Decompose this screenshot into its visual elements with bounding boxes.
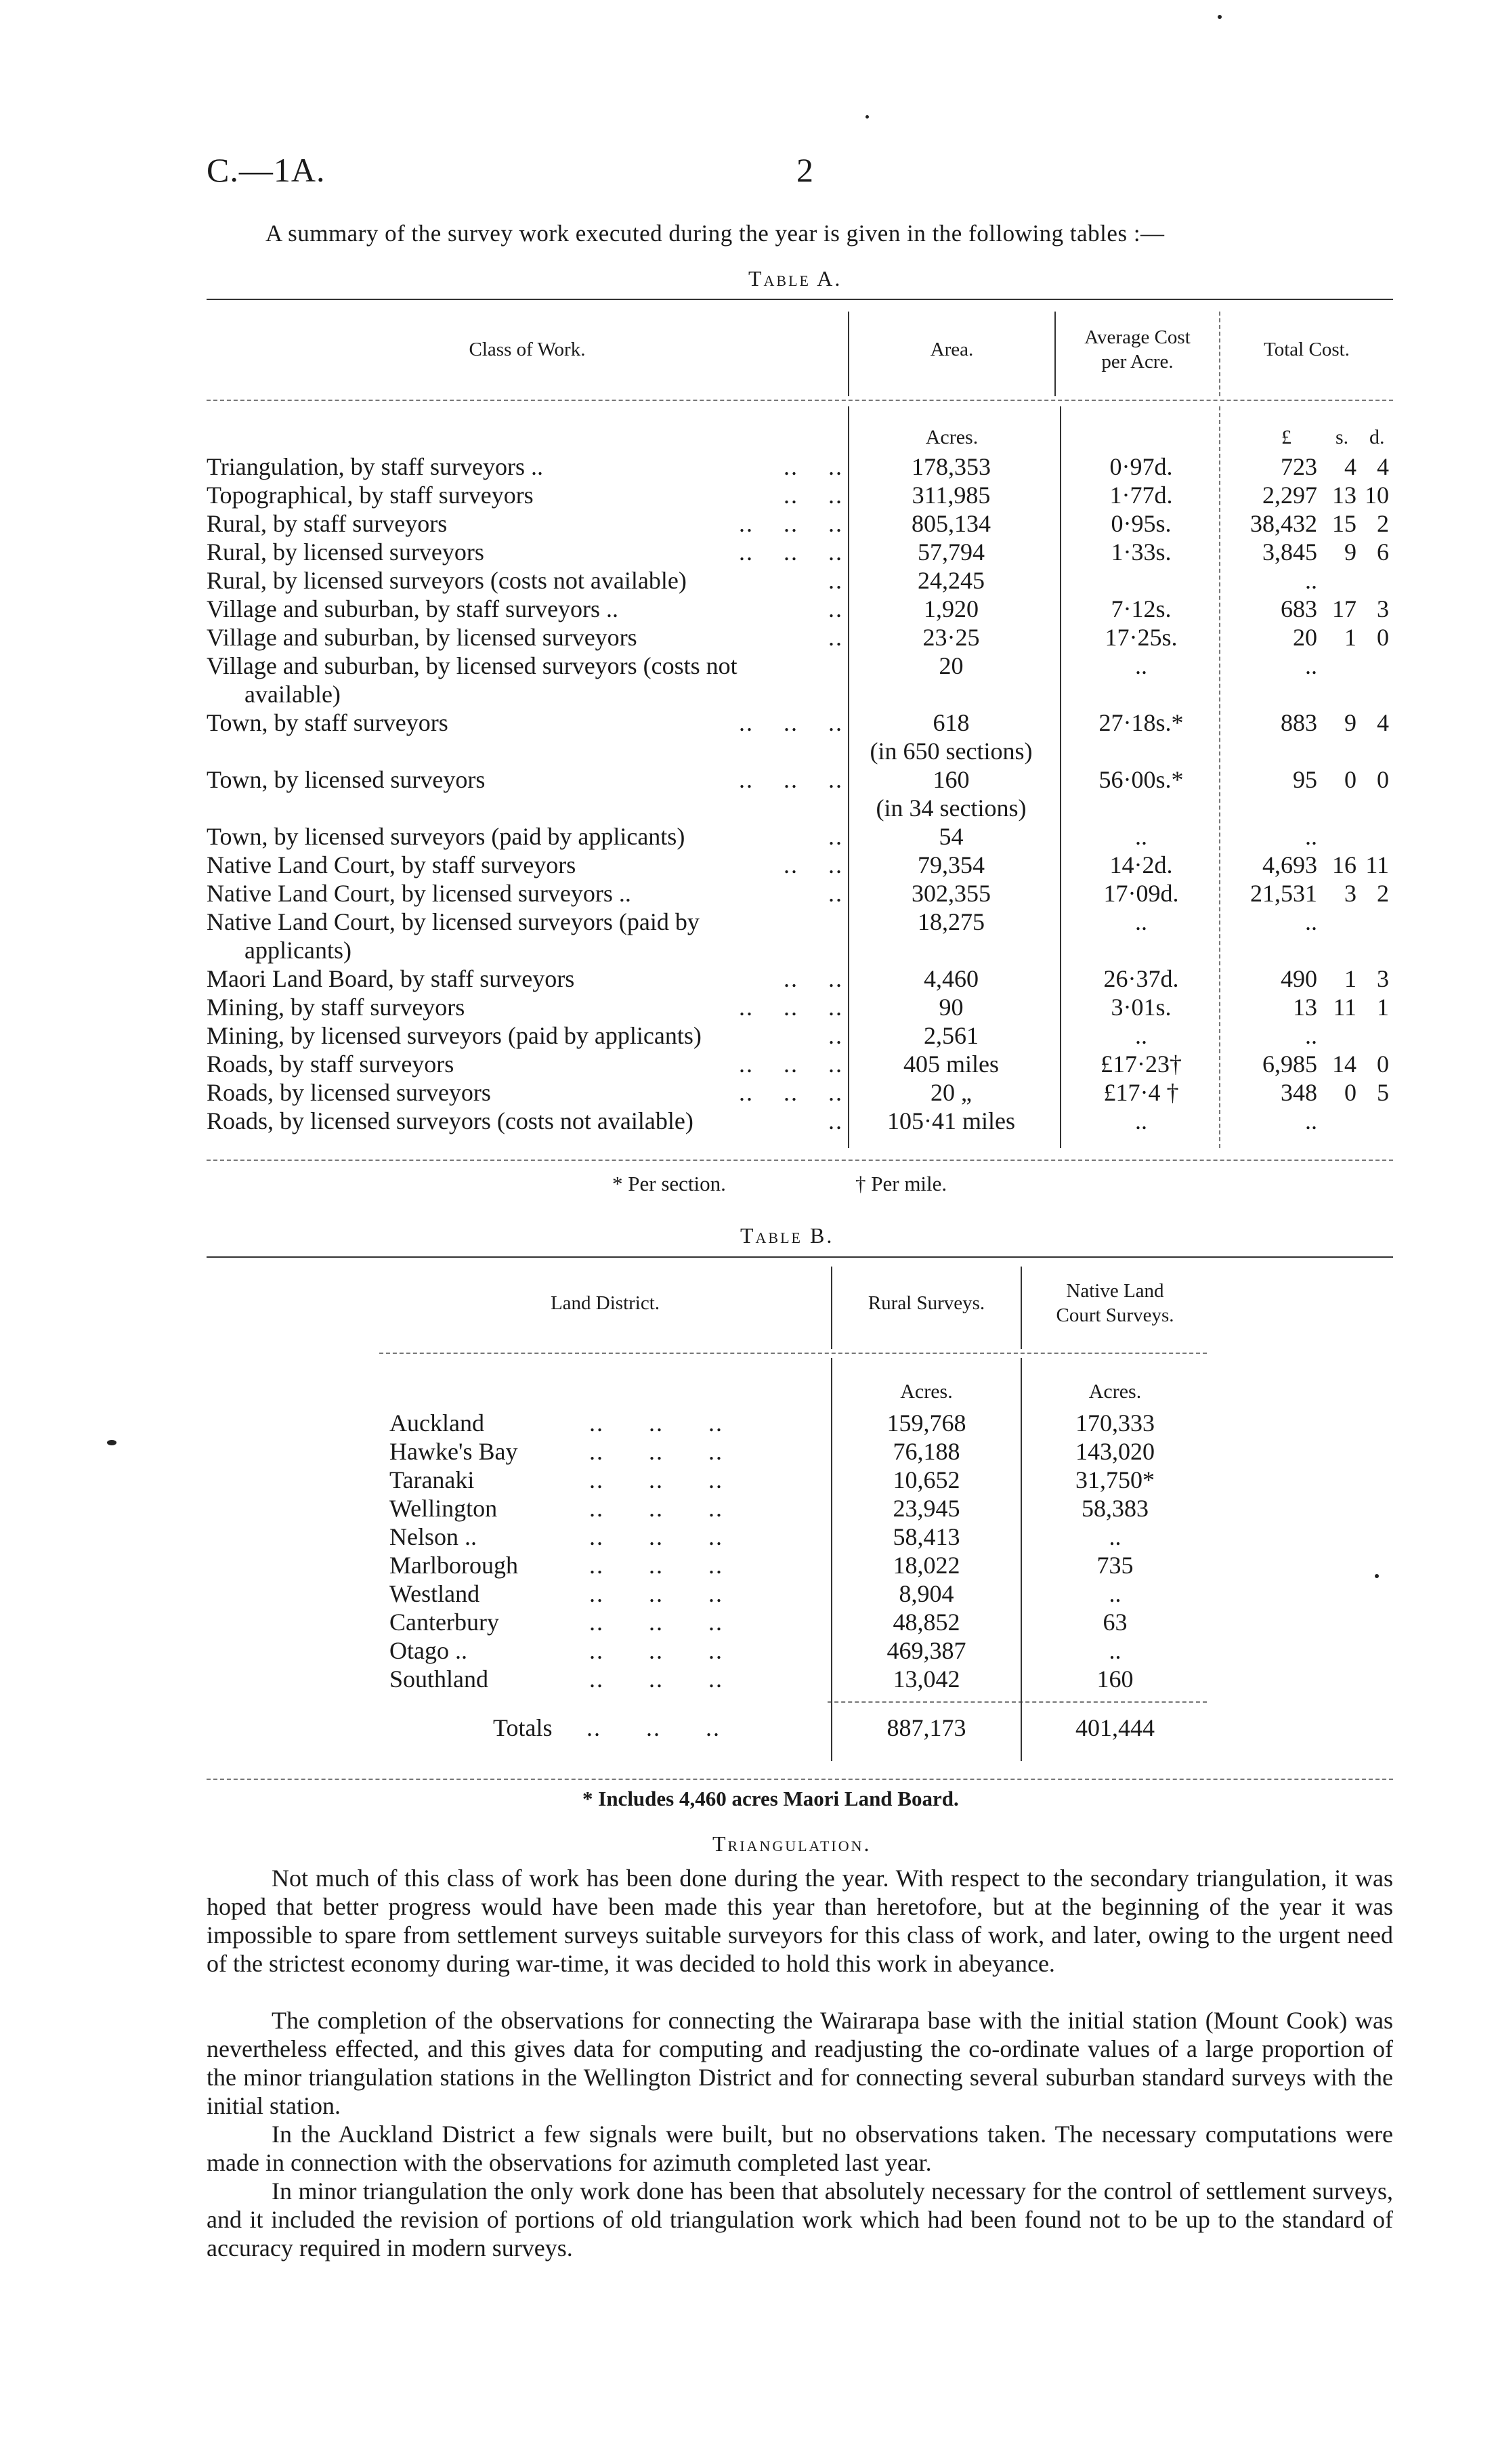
- average-cost-value: 56·00s.*: [1098, 766, 1184, 793]
- average-cost-value: 14·2d.: [1109, 851, 1173, 878]
- table-a-row: [207, 452, 1393, 481]
- table-a-row: [207, 908, 1393, 936]
- rural-surveys-value: 58,413: [893, 1523, 960, 1550]
- total-pence: 4: [1377, 453, 1389, 480]
- table-b-row: [389, 1409, 1212, 1437]
- table-a-row: [207, 936, 1393, 964]
- table-a-row: [207, 680, 1393, 708]
- area-value: 90: [939, 994, 964, 1021]
- class-of-work: Village and suburban, by licensed surveyors: [207, 624, 637, 651]
- leader-dots: .. .. ..: [589, 1523, 723, 1550]
- table-b-header-rule: [379, 1353, 1207, 1354]
- total-pounds: ..: [1305, 908, 1317, 935]
- native-surveys-value: 170,333: [1075, 1409, 1155, 1437]
- area-value: 18,275: [918, 908, 985, 935]
- scan-speck: [107, 1440, 116, 1445]
- total-pence: 1: [1377, 994, 1389, 1021]
- land-district: Otago ..: [389, 1637, 467, 1664]
- scan-speck: [1218, 15, 1222, 19]
- footnote-per-section: * Per section.: [612, 1172, 726, 1195]
- table-a-row: [207, 879, 1393, 908]
- total-pence: 6: [1377, 538, 1389, 566]
- leader-dots: .. ..: [784, 482, 843, 509]
- class-of-work: Topographical, by staff surveyors: [207, 482, 534, 509]
- leader-dots: ..: [828, 567, 843, 594]
- leader-dots: .. .. ..: [739, 766, 843, 793]
- totals-label: Totals: [493, 1714, 553, 1741]
- leader-dots: ..: [828, 595, 843, 622]
- class-of-work: Mining, by staff surveyors: [207, 994, 465, 1021]
- table-a-row: [207, 851, 1393, 879]
- total-shillings: 9: [1344, 709, 1356, 736]
- class-of-work: Town, by licensed surveyors: [207, 766, 486, 793]
- class-of-work: Village and suburban, by licensed surveyors (costs not: [207, 652, 738, 679]
- table-b-row: [389, 1466, 1212, 1494]
- area-value: 805,134: [912, 510, 991, 537]
- total-shillings: 17: [1332, 595, 1356, 622]
- leader-dots: .. .. ..: [739, 538, 843, 566]
- total-shillings: 0: [1344, 766, 1356, 793]
- average-cost-value: 0·97d.: [1109, 453, 1173, 480]
- rural-surveys-value: 23,945: [893, 1495, 960, 1522]
- table-a-bottom-rule: [207, 1160, 1393, 1161]
- rural-surveys-value: 8,904: [899, 1580, 954, 1607]
- average-cost-value: 27·18s.*: [1098, 709, 1184, 736]
- class-of-work: Native Land Court, by licensed surveyors (paid by: [207, 908, 700, 935]
- table-a-top-rule: [207, 299, 1393, 300]
- leader-dots: .. .. ..: [589, 1438, 723, 1465]
- leader-dots: ..: [828, 1022, 843, 1049]
- table-a-row: [207, 1107, 1393, 1135]
- table-b-row: [389, 1636, 1212, 1665]
- total-pounds: ..: [1305, 1107, 1317, 1134]
- total-pence: 4: [1377, 709, 1389, 736]
- leader-dots: ..: [828, 1107, 843, 1134]
- average-cost-value: 17·25s.: [1105, 624, 1178, 651]
- total-pounds: 6,985: [1262, 1050, 1317, 1078]
- leader-dots: .. .. ..: [739, 510, 843, 537]
- triangulation-paragraph-2: The completion of the observations for connecting the Wairarapa base with the initial station (Mount Cook) was nevertheless effected, and this gives data for computing and readjusting the co-ordinate values of a large proportion of the minor triangulation stations in the Wellington District and for connecting several suburban standard surveys with the initial station.: [207, 2007, 1393, 2119]
- document-reference: C.—1A.: [207, 151, 326, 189]
- total-pounds: 21,531: [1250, 880, 1317, 907]
- leader-dots: .. .. ..: [589, 1609, 723, 1636]
- area-value: 57,794: [918, 538, 985, 566]
- native-surveys-value: 735: [1096, 1552, 1134, 1579]
- class-of-work: Roads, by licensed surveyors: [207, 1079, 491, 1106]
- total-pence: 3: [1377, 595, 1389, 622]
- total-shillings: 4: [1344, 453, 1356, 480]
- table-a-row: [207, 964, 1393, 993]
- area-value: 2,561: [924, 1022, 979, 1049]
- area-value: 20 „: [931, 1079, 972, 1106]
- area-value: 54: [939, 823, 964, 850]
- class-of-work: Native Land Court, by staff surveyors: [207, 851, 576, 878]
- table-a-row: [207, 1078, 1393, 1107]
- total-pence: 0: [1377, 766, 1389, 793]
- area-value: 178,353: [912, 453, 991, 480]
- triangulation-paragraph-3: In the Auckland District a few signals were built, but no observations taken. The necessary computations were made in connection with the observations for azimuth completed last year.: [207, 2121, 1393, 2176]
- total-pence: 2: [1377, 880, 1389, 907]
- total-pounds: 723: [1281, 453, 1317, 480]
- average-cost-value: 17·09d.: [1103, 880, 1179, 907]
- average-cost-value: ..: [1135, 1022, 1147, 1049]
- leader-dots: .. ..: [784, 851, 843, 878]
- table-a-header-rule: [207, 400, 1393, 401]
- leader-dots: .. ..: [784, 965, 843, 992]
- total-shillings: 16: [1332, 851, 1356, 878]
- land-district: Marlborough: [389, 1552, 518, 1579]
- table-a-row: [207, 765, 1393, 794]
- unit-shillings: s.: [1335, 426, 1349, 448]
- header-native-line1: Native Land: [1066, 1280, 1164, 1302]
- average-cost-value: 0·95s.: [1111, 510, 1172, 537]
- totals-row: [379, 1714, 1212, 1742]
- header-average-cost-line1: Average Cost: [1084, 326, 1191, 348]
- scan-speck: [865, 115, 869, 119]
- rural-surveys-value: 10,652: [893, 1466, 960, 1493]
- total-pounds: ..: [1305, 1022, 1317, 1049]
- area-value: 311,985: [912, 482, 991, 509]
- header-average-cost: [1056, 325, 1219, 374]
- leader-dots: .. .. ..: [589, 1637, 723, 1664]
- table-a-row: [207, 538, 1393, 566]
- leader-dots: .. .. ..: [589, 1466, 723, 1493]
- leader-dots: ..: [828, 823, 843, 850]
- leader-dots: .. .. ..: [589, 1665, 723, 1693]
- unit-pounds: £: [1281, 426, 1291, 448]
- native-surveys-value: 63: [1103, 1609, 1128, 1636]
- average-cost-value: 26·37d.: [1103, 965, 1179, 992]
- native-surveys-value: ..: [1109, 1580, 1121, 1607]
- leader-dots: .. .. ..: [586, 1714, 721, 1741]
- total-pounds: ..: [1305, 823, 1317, 850]
- area-value: 24,245: [918, 567, 985, 594]
- native-surveys-value: ..: [1109, 1523, 1121, 1550]
- total-pounds: ..: [1305, 652, 1317, 679]
- class-of-work: Mining, by licensed surveyors (paid by applicants): [207, 1022, 702, 1049]
- unit-acres: Acres.: [925, 426, 979, 448]
- class-of-work: available): [244, 681, 341, 708]
- land-district: Wellington: [389, 1495, 498, 1522]
- table-a-row: [207, 993, 1393, 1021]
- class-of-work: Town, by staff surveyors: [207, 709, 448, 736]
- land-district: Taranaki: [389, 1466, 475, 1493]
- average-cost-value: 7·12s.: [1111, 595, 1172, 622]
- header-native-land-court: [1022, 1279, 1208, 1327]
- class-of-work: applicants): [244, 937, 351, 964]
- total-pounds: 20: [1293, 624, 1317, 651]
- footnote-per-mile: † Per mile.: [855, 1172, 947, 1195]
- leader-dots: .. .. ..: [739, 1050, 843, 1078]
- total-pounds: ..: [1305, 567, 1317, 594]
- total-shillings: 14: [1332, 1050, 1356, 1078]
- total-pounds: 883: [1281, 709, 1317, 736]
- leader-dots: .. .. ..: [739, 709, 843, 736]
- unit-native-acres: Acres.: [1088, 1380, 1142, 1403]
- totals-rural: 887,173: [886, 1714, 966, 1741]
- unit-rural-acres: Acres.: [900, 1380, 953, 1403]
- class-of-work: Roads, by staff surveyors: [207, 1050, 454, 1078]
- area-value: (in 34 sections): [876, 794, 1027, 822]
- table-b-row: [389, 1551, 1212, 1579]
- total-pounds: 95: [1293, 766, 1317, 793]
- area-value: 23·25: [922, 624, 980, 651]
- average-cost-value: ..: [1135, 908, 1147, 935]
- page-number: 2: [796, 151, 813, 189]
- average-cost-value: ..: [1135, 823, 1147, 850]
- total-pence: 2: [1377, 510, 1389, 537]
- area-value: 79,354: [918, 851, 985, 878]
- table-a-row: [207, 595, 1393, 623]
- total-pounds: 490: [1281, 965, 1317, 992]
- table-b-row: [389, 1523, 1212, 1551]
- total-pounds: 4,693: [1262, 851, 1317, 878]
- scan-speck: [1375, 1574, 1379, 1578]
- native-surveys-value: 31,750*: [1075, 1466, 1155, 1493]
- table-b-bottom-rule: [207, 1779, 1393, 1780]
- total-pounds: 13: [1293, 994, 1317, 1021]
- leader-dots: .. .. ..: [589, 1552, 723, 1579]
- header-total-cost: Total Cost.: [1264, 339, 1350, 360]
- area-value: 160: [933, 766, 970, 793]
- class-of-work: Maori Land Board, by staff surveyors: [207, 965, 575, 992]
- header-rural-surveys: Rural Surveys.: [868, 1292, 985, 1314]
- native-surveys-value: 160: [1096, 1665, 1134, 1693]
- header-land-district: Land District.: [550, 1292, 660, 1314]
- total-shillings: 3: [1344, 880, 1356, 907]
- area-value: 1,920: [924, 595, 979, 622]
- area-value: 4,460: [924, 965, 979, 992]
- total-pence: 0: [1377, 624, 1389, 651]
- total-pounds: 2,297: [1262, 482, 1317, 509]
- triangulation-heading: Triangulation.: [712, 1831, 872, 1856]
- table-b-row: [389, 1437, 1212, 1466]
- total-pounds: 38,432: [1250, 510, 1317, 537]
- area-value: (in 650 sections): [870, 738, 1033, 765]
- triangulation-paragraph-1: Not much of this class of work has been done during the year. With respect to the secondary triangulation, it was hoped that better progress would have been made this year than heretofore, but at the beginning of the year it was impossible to spare from settlement surveys suitable surveyors for this class of work, and later, owing to the urgent need of the strictest economy during war-time, it was decided to hold this work in abeyance.: [207, 1865, 1393, 1977]
- leader-dots: .. .. ..: [739, 1079, 843, 1106]
- table-b-row: [389, 1665, 1212, 1693]
- native-surveys-value: 58,383: [1082, 1495, 1149, 1522]
- rural-surveys-value: 13,042: [893, 1665, 960, 1693]
- average-cost-value: ..: [1135, 1107, 1147, 1134]
- table-b-top-rule: [207, 1256, 1393, 1258]
- leader-dots: .. .. ..: [589, 1495, 723, 1522]
- total-pence: 3: [1377, 965, 1389, 992]
- totals-native: 401,444: [1075, 1714, 1155, 1741]
- total-pounds: 683: [1281, 595, 1317, 622]
- total-shillings: 1: [1344, 624, 1356, 651]
- leader-dots: .. ..: [784, 453, 843, 480]
- table-a-caption: Table A.: [748, 266, 842, 291]
- table-b-totals-rule: [828, 1701, 1207, 1703]
- class-of-work: Rural, by licensed surveyors: [207, 538, 484, 566]
- header-class-of-work: Class of Work.: [469, 339, 586, 360]
- average-cost-value: £17·4 †: [1103, 1079, 1179, 1106]
- total-shillings: 0: [1344, 1079, 1356, 1106]
- leader-dots: .. .. ..: [739, 994, 843, 1021]
- table-a-row: [207, 652, 1393, 680]
- table-a-row: [207, 481, 1393, 509]
- total-shillings: 15: [1332, 510, 1356, 537]
- land-district: Hawke's Bay: [389, 1438, 518, 1465]
- rural-surveys-value: 159,768: [886, 1409, 966, 1437]
- table-a-row: [207, 1050, 1393, 1078]
- total-shillings: 1: [1344, 965, 1356, 992]
- class-of-work: Triangulation, by staff surveyors ..: [207, 453, 543, 480]
- table-b-row: [389, 1579, 1212, 1608]
- rural-surveys-value: 469,387: [886, 1637, 966, 1664]
- class-of-work: Village and suburban, by staff surveyors ..: [207, 595, 619, 622]
- table-b-footnote: * Includes 4,460 acres Maori Land Board.: [582, 1787, 959, 1810]
- table-b-row: [389, 1608, 1212, 1636]
- header-area: Area.: [930, 339, 974, 360]
- land-district: Westland: [389, 1580, 480, 1607]
- land-district: Auckland: [389, 1409, 484, 1437]
- class-of-work: Rural, by licensed surveyors (costs not available): [207, 567, 687, 594]
- land-district: Southland: [389, 1665, 489, 1693]
- land-district: Canterbury: [389, 1609, 499, 1636]
- average-cost-value: 3·01s.: [1111, 994, 1172, 1021]
- total-pence: 10: [1365, 482, 1389, 509]
- class-of-work: Native Land Court, by licensed surveyors ..: [207, 880, 631, 907]
- land-district: Nelson ..: [389, 1523, 477, 1550]
- average-cost-value: ..: [1135, 652, 1147, 679]
- class-of-work: Roads, by licensed surveyors (costs not available): [207, 1107, 693, 1134]
- table-b-caption: Table B.: [740, 1223, 834, 1248]
- table-a-row: [207, 737, 1393, 765]
- table-a-row: [207, 1021, 1393, 1050]
- area-value: 618: [933, 709, 970, 736]
- unit-pence: d.: [1369, 426, 1385, 448]
- leader-dots: ..: [828, 880, 843, 907]
- table-b-row: [389, 1494, 1212, 1523]
- leader-dots: .. .. ..: [589, 1409, 723, 1437]
- total-pounds: 3,845: [1262, 538, 1317, 566]
- header-native-line2: Court Surveys.: [1056, 1304, 1174, 1326]
- average-cost-value: £17·23†: [1100, 1050, 1182, 1078]
- area-value: 405 miles: [903, 1050, 999, 1078]
- table-a-row: [207, 708, 1393, 737]
- rural-surveys-value: 76,188: [893, 1438, 960, 1465]
- area-value: 302,355: [912, 880, 991, 907]
- native-surveys-value: ..: [1109, 1637, 1121, 1664]
- table-a-row: [207, 509, 1393, 538]
- total-pence: 11: [1365, 851, 1389, 878]
- leader-dots: .. .. ..: [589, 1580, 723, 1607]
- total-shillings: 11: [1333, 994, 1356, 1021]
- leader-dots: ..: [828, 624, 843, 651]
- table-a-row: [207, 566, 1393, 595]
- average-cost-value: 1·33s.: [1111, 538, 1172, 566]
- class-of-work: Rural, by staff surveyors: [207, 510, 448, 537]
- area-value: 105·41 miles: [887, 1107, 1015, 1134]
- rural-surveys-value: 18,022: [893, 1552, 960, 1579]
- header-average-cost-line2: per Acre.: [1101, 351, 1174, 373]
- class-of-work: Town, by licensed surveyors (paid by applicants): [207, 823, 685, 850]
- total-shillings: 9: [1344, 538, 1356, 566]
- total-shillings: 13: [1332, 482, 1356, 509]
- intro-text: A summary of the survey work executed during the year is given in the following tables :—: [265, 220, 1165, 247]
- total-pence: 0: [1377, 1050, 1389, 1078]
- table-a-row: [207, 794, 1393, 822]
- total-pence: 5: [1377, 1079, 1389, 1106]
- rural-surveys-value: 48,852: [893, 1609, 960, 1636]
- triangulation-paragraph-4: In minor triangulation the only work done has been that absolutely necessary for the control of settlement surveys, and it included the revision of portions of old triangulation work which had been found not to be up to the standard of accuracy required in modern surveys.: [207, 2178, 1393, 2261]
- area-value: 20: [939, 652, 964, 679]
- table-a-row: [207, 822, 1393, 851]
- native-surveys-value: 143,020: [1075, 1438, 1155, 1465]
- total-pounds: 348: [1281, 1079, 1317, 1106]
- average-cost-value: 1·77d.: [1109, 482, 1173, 509]
- table-a-row: [207, 623, 1393, 652]
